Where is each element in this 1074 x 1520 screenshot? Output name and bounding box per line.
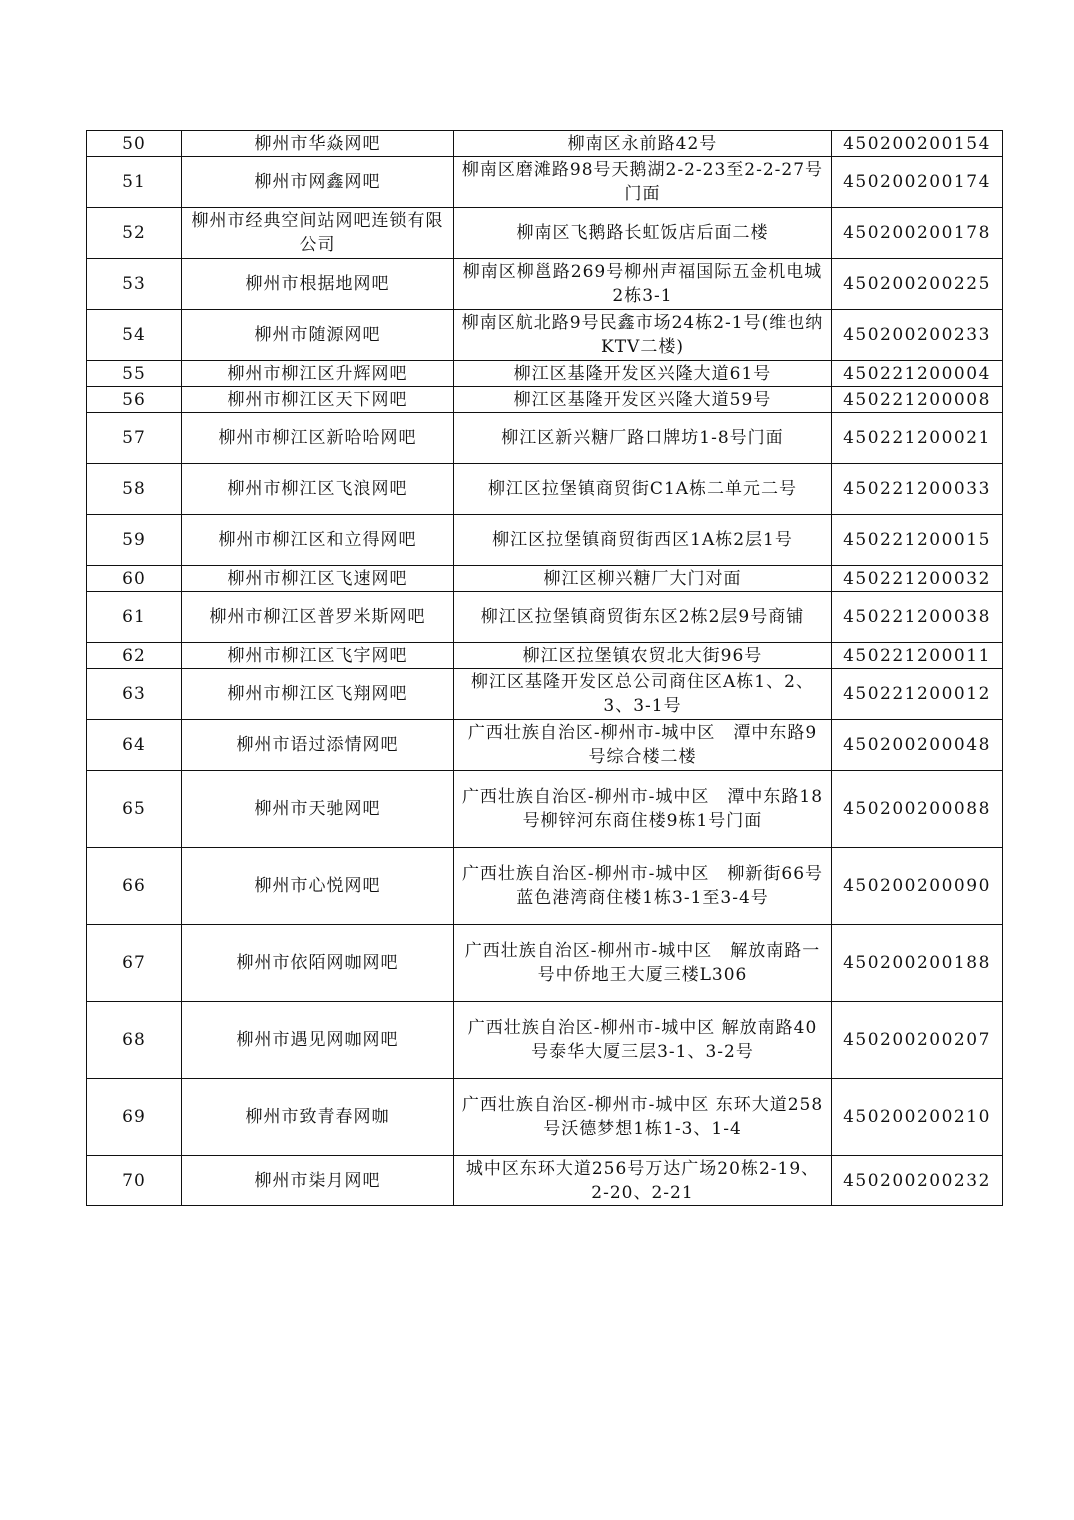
cafe-name: 柳州市柒月网吧 bbox=[182, 1156, 454, 1206]
table-row bbox=[87, 464, 1003, 515]
cafe-name: 柳州市天驰网吧 bbox=[182, 771, 454, 848]
cafe-name: 柳州市华焱网吧 bbox=[182, 131, 454, 157]
table-row bbox=[87, 566, 1003, 592]
row-number: 55 bbox=[87, 361, 182, 387]
cafe-name: 柳州市柳江区飞浪网吧 bbox=[182, 464, 454, 515]
cafe-name: 柳州市遇见网咖网吧 bbox=[182, 1002, 454, 1079]
license-code: 450221200038 bbox=[832, 592, 1003, 643]
row-number: 56 bbox=[87, 387, 182, 413]
table-row bbox=[87, 131, 1003, 157]
cafe-name: 柳州市柳江区飞宇网吧 bbox=[182, 643, 454, 669]
license-code: 450221200004 bbox=[832, 361, 1003, 387]
row-number: 70 bbox=[87, 1156, 182, 1206]
row-number: 57 bbox=[87, 413, 182, 464]
cafe-name: 柳州市柳江区普罗米斯网吧 bbox=[182, 592, 454, 643]
cafe-name: 柳州市经典空间站网吧连锁有限公司 bbox=[182, 208, 454, 259]
cafe-address: 柳江区拉堡镇农贸北大街96号 bbox=[454, 643, 832, 669]
cafe-address: 柳江区拉堡镇商贸街东区2栋2层9号商铺 bbox=[454, 592, 832, 643]
table-row bbox=[87, 720, 1003, 771]
cafe-name: 柳州市依陌网咖网吧 bbox=[182, 925, 454, 1002]
row-number: 62 bbox=[87, 643, 182, 669]
license-code: 450221200015 bbox=[832, 515, 1003, 566]
table-row bbox=[87, 259, 1003, 310]
row-number: 68 bbox=[87, 1002, 182, 1079]
cafe-address: 柳江区拉堡镇商贸街C1A栋二单元二号 bbox=[454, 464, 832, 515]
table-row bbox=[87, 1156, 1003, 1206]
table-row bbox=[87, 1079, 1003, 1156]
table-row bbox=[87, 1002, 1003, 1079]
cafe-address: 柳江区基隆开发区总公司商住区A栋1、2、3、3-1号 bbox=[454, 669, 832, 720]
license-code: 450221200008 bbox=[832, 387, 1003, 413]
table-row bbox=[87, 310, 1003, 361]
license-code: 450200200174 bbox=[832, 157, 1003, 208]
license-code: 450200200210 bbox=[832, 1079, 1003, 1156]
cafe-address: 广西壮族自治区-柳州市-城中区 东环大道258号沃德梦想1栋1-3、1-4 bbox=[454, 1079, 832, 1156]
cafe-name: 柳州市致青春网咖 bbox=[182, 1079, 454, 1156]
license-code: 450221200012 bbox=[832, 669, 1003, 720]
table-row bbox=[87, 669, 1003, 720]
license-code: 450200200232 bbox=[832, 1156, 1003, 1206]
cafe-address: 柳江区柳兴糖厂大门对面 bbox=[454, 566, 832, 592]
row-number: 66 bbox=[87, 848, 182, 925]
cafe-address: 柳江区新兴糖厂路口牌坊1-8号门面 bbox=[454, 413, 832, 464]
cafe-address: 柳江区基隆开发区兴隆大道61号 bbox=[454, 361, 832, 387]
cafe-name: 柳州市心悦网吧 bbox=[182, 848, 454, 925]
row-number: 64 bbox=[87, 720, 182, 771]
license-code: 450200200088 bbox=[832, 771, 1003, 848]
cafe-address: 柳南区磨滩路98号天鹅湖2-2-23至2-2-27号门面 bbox=[454, 157, 832, 208]
table-row bbox=[87, 157, 1003, 208]
cafe-address: 柳南区飞鹅路长虹饭店后面二楼 bbox=[454, 208, 832, 259]
row-number: 53 bbox=[87, 259, 182, 310]
row-number: 59 bbox=[87, 515, 182, 566]
license-code: 450200200188 bbox=[832, 925, 1003, 1002]
table-row bbox=[87, 771, 1003, 848]
cafe-address: 广西壮族自治区-柳州市-城中区 潭中东路9号综合楼二楼 bbox=[454, 720, 832, 771]
license-code: 450200200090 bbox=[832, 848, 1003, 925]
table-row bbox=[87, 848, 1003, 925]
row-number: 63 bbox=[87, 669, 182, 720]
license-code: 450200200207 bbox=[832, 1002, 1003, 1079]
cafe-address: 广西壮族自治区-柳州市-城中区 潭中东路18号柳锌河东商住楼9栋1号门面 bbox=[454, 771, 832, 848]
license-code: 450221200033 bbox=[832, 464, 1003, 515]
row-number: 69 bbox=[87, 1079, 182, 1156]
license-code: 450221200032 bbox=[832, 566, 1003, 592]
cafe-name: 柳州市柳江区天下网吧 bbox=[182, 387, 454, 413]
table-row bbox=[87, 592, 1003, 643]
cafe-name: 柳州市柳江区新哈哈网吧 bbox=[182, 413, 454, 464]
table-row bbox=[87, 413, 1003, 464]
license-code: 450200200233 bbox=[832, 310, 1003, 361]
row-number: 60 bbox=[87, 566, 182, 592]
cafe-address: 广西壮族自治区-柳州市-城中区 柳新街66号蓝色港湾商住楼1栋3-1至3-4号 bbox=[454, 848, 832, 925]
row-number: 67 bbox=[87, 925, 182, 1002]
license-code: 450200200178 bbox=[832, 208, 1003, 259]
cafe-name: 柳州市网鑫网吧 bbox=[182, 157, 454, 208]
row-number: 61 bbox=[87, 592, 182, 643]
cafe-name: 柳州市语过添情网吧 bbox=[182, 720, 454, 771]
cafe-address: 柳江区拉堡镇商贸街西区1A栋2层1号 bbox=[454, 515, 832, 566]
cafe-address: 柳南区永前路42号 bbox=[454, 131, 832, 157]
license-code: 450200200154 bbox=[832, 131, 1003, 157]
row-number: 65 bbox=[87, 771, 182, 848]
license-code: 450221200011 bbox=[832, 643, 1003, 669]
cafe-name: 柳州市随源网吧 bbox=[182, 310, 454, 361]
license-code: 450200200225 bbox=[832, 259, 1003, 310]
row-number: 51 bbox=[87, 157, 182, 208]
cafe-name: 柳州市柳江区升辉网吧 bbox=[182, 361, 454, 387]
cafe-address: 广西壮族自治区-柳州市-城中区 解放南路40号泰华大厦三层3-1、3-2号 bbox=[454, 1002, 832, 1079]
cafe-address: 广西壮族自治区-柳州市-城中区 解放南路一号中侨地王大厦三楼L306 bbox=[454, 925, 832, 1002]
table-row bbox=[87, 361, 1003, 387]
cafe-name: 柳州市柳江区飞翔网吧 bbox=[182, 669, 454, 720]
cafe-address: 柳江区基隆开发区兴隆大道59号 bbox=[454, 387, 832, 413]
table-row bbox=[87, 387, 1003, 413]
internet-cafe-table bbox=[86, 130, 1003, 1206]
row-number: 50 bbox=[87, 131, 182, 157]
cafe-address: 城中区东环大道256号万达广场20栋2-19、2-20、2-21 bbox=[454, 1156, 832, 1206]
table-row bbox=[87, 208, 1003, 259]
cafe-name: 柳州市根据地网吧 bbox=[182, 259, 454, 310]
license-code: 450221200021 bbox=[832, 413, 1003, 464]
cafe-address: 柳南区柳邕路269号柳州声福国际五金机电城2栋3-1 bbox=[454, 259, 832, 310]
cafe-name: 柳州市柳江区和立得网吧 bbox=[182, 515, 454, 566]
row-number: 52 bbox=[87, 208, 182, 259]
table-row bbox=[87, 643, 1003, 669]
table-row bbox=[87, 925, 1003, 1002]
cafe-address: 柳南区航北路9号民鑫市场24栋2-1号(维也纳KTV二楼) bbox=[454, 310, 832, 361]
license-code: 450200200048 bbox=[832, 720, 1003, 771]
row-number: 58 bbox=[87, 464, 182, 515]
cafe-name: 柳州市柳江区飞速网吧 bbox=[182, 566, 454, 592]
table-row bbox=[87, 515, 1003, 566]
row-number: 54 bbox=[87, 310, 182, 361]
table-body bbox=[87, 131, 1003, 1206]
